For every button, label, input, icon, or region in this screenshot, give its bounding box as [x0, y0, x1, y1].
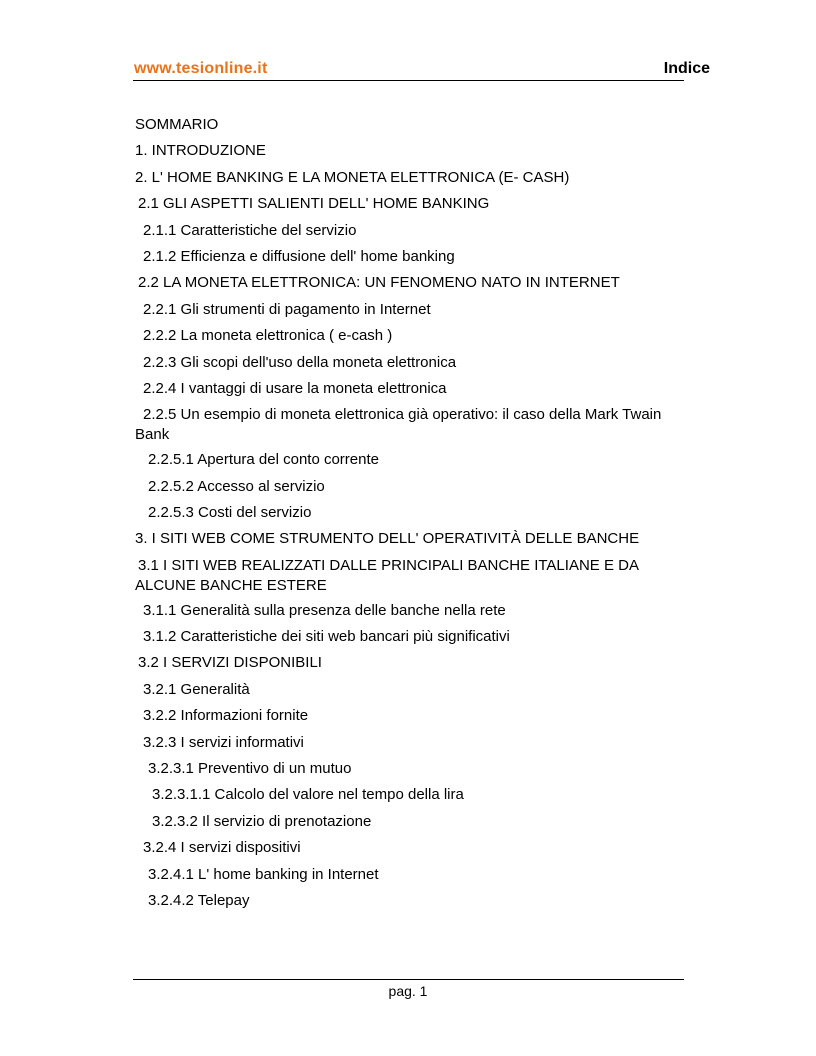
toc-entry: 3.2.4 I servizi dispositivi [143, 839, 301, 856]
toc-entry: 3.2.3.2 Il servizio di prenotazione [152, 813, 372, 830]
toc-entry: 2.2.5.2 Accesso al servizio [148, 478, 325, 495]
toc-entry: SOMMARIO [135, 116, 219, 133]
toc-entry: 3. I SITI WEB COME STRUMENTO DELL' OPERATIVITÀ DELLE BANCHE [135, 530, 640, 547]
toc-entry: 2.2.5.1 Apertura del conto corrente [148, 451, 379, 468]
footer-divider [133, 979, 684, 980]
toc-entry: 2.2.3 Gli scopi dell'uso della moneta elettronica [143, 354, 457, 371]
toc-entry: 3.2.4.2 Telepay [148, 892, 250, 909]
toc-entry: 2. L' HOME BANKING E LA MONETA ELETTRONICA (E- CASH) [135, 169, 570, 186]
site-url[interactable]: www.tesionline.it [134, 60, 268, 77]
toc-entry: 2.2.2 La moneta elettronica ( e-cash ) [143, 327, 393, 344]
header-divider [133, 80, 684, 81]
toc-entry: 3.2.3.1.1 Calcolo del valore nel tempo della lira [152, 786, 464, 803]
toc-entry: 3.2 I SERVIZI DISPONIBILI [138, 654, 322, 671]
toc-entry: 2.2.4 I vantaggi di usare la moneta elettronica [143, 380, 447, 397]
toc-entry: 2.1.1 Caratteristiche del servizio [143, 222, 357, 239]
toc-entry: 3.1 I SITI WEB REALIZZATI DALLE PRINCIPALI BANCHE ITALIANE E DA ALCUNE BANCHE ESTERE [135, 557, 639, 594]
toc-entry: 2.2.5 Un esempio di moneta elettronica già operativo: il caso della Mark Twain Bank [135, 406, 662, 443]
toc-entry: 2.2 LA MONETA ELETTRONICA: UN FENOMENO NATO IN INTERNET [138, 274, 620, 291]
toc-entry: 3.2.1 Generalità [143, 681, 250, 698]
toc-entry: 3.1.1 Generalità sulla presenza delle banche nella rete [143, 602, 506, 619]
toc-entry: 1. INTRODUZIONE [135, 142, 266, 159]
toc-entry: 2.1 GLI ASPETTI SALIENTI DELL' HOME BANKING [138, 195, 490, 212]
toc-entry: 3.2.2 Informazioni fornite [143, 707, 309, 724]
toc-entry: 3.1.2 Caratteristiche dei siti web bancari più significativi [143, 628, 510, 645]
toc-entry: 2.2.1 Gli strumenti di pagamento in Internet [143, 301, 431, 318]
toc-entry: 3.2.3 I servizi informativi [143, 734, 304, 751]
toc-entry: 3.2.4.1 L' home banking in Internet [148, 866, 379, 883]
toc-entry: 3.2.3.1 Preventivo di un mutuo [148, 760, 352, 777]
toc-entry: 2.1.2 Efficienza e diffusione dell' home banking [143, 248, 455, 265]
toc-entry: 2.2.5.3 Costi del servizio [148, 504, 312, 521]
section-title: Indice [663, 60, 710, 77]
page-number: pag. 1 [388, 983, 428, 999]
